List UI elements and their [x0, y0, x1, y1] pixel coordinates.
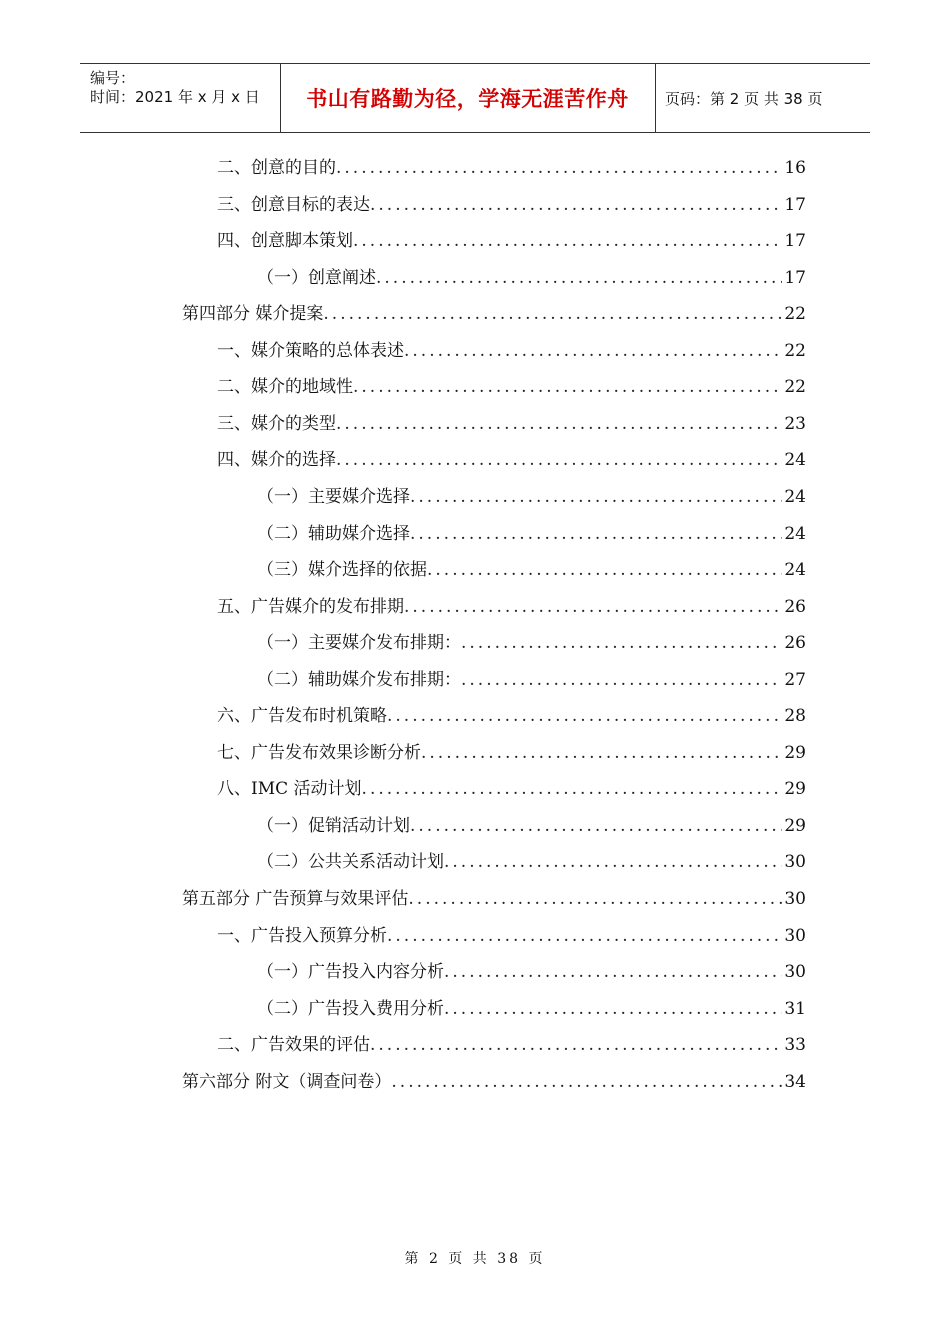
toc-entry[interactable] [217, 406, 806, 442]
toc-entry-page: 17 [784, 231, 806, 252]
document-number-label: 编号： [90, 69, 136, 87]
toc-leader-dots [410, 479, 782, 515]
toc-leader-dots [404, 333, 782, 369]
toc-entry-page: 17 [784, 267, 806, 288]
toc-entry-title: 七、广告发布效果诊断分析 [217, 742, 421, 763]
toc-entry-title: 第六部分 附文（调查问卷） [182, 1071, 392, 1092]
toc-entry[interactable] [257, 552, 806, 588]
toc-leader-dots [336, 150, 782, 186]
toc-entry[interactable] [182, 296, 806, 332]
toc-leader-dots [408, 881, 782, 917]
toc-leader-dots [410, 808, 782, 844]
toc-entry-title: （一）主要媒介选择 [257, 486, 410, 507]
toc-entry-page: 22 [784, 304, 806, 325]
toc-leader-dots [421, 735, 782, 771]
toc-entry[interactable] [257, 516, 806, 552]
toc-entry-page: 29 [784, 815, 806, 836]
toc-entry[interactable] [217, 442, 806, 478]
toc-entry[interactable] [182, 1064, 806, 1100]
toc-entry-page: 23 [784, 413, 806, 434]
toc-entry[interactable] [217, 771, 806, 807]
toc-entry-title: （二）广告投入费用分析 [257, 998, 444, 1019]
toc-leader-dots [323, 296, 782, 332]
toc-entry[interactable] [217, 187, 806, 223]
toc-leader-dots [336, 442, 782, 478]
toc-entry-page: 22 [784, 340, 806, 361]
toc-leader-dots [404, 589, 782, 625]
toc-entry-page: 33 [784, 1035, 806, 1056]
toc-entry-title: （二）辅助媒介选择 [257, 523, 410, 544]
toc-entry[interactable] [217, 369, 806, 405]
page-footer: 第 2 页 共 38 页 [404, 1251, 546, 1267]
toc-entry[interactable] [217, 918, 806, 954]
toc-entry-title: 六、广告发布时机策略 [217, 706, 387, 727]
toc-entry-page: 34 [784, 1071, 806, 1092]
toc-entry[interactable] [217, 589, 806, 625]
toc-entry[interactable] [257, 625, 806, 661]
toc-leader-dots [370, 187, 782, 223]
toc-entry[interactable] [257, 991, 806, 1027]
toc-leader-dots [444, 954, 782, 990]
toc-leader-dots [336, 406, 782, 442]
page-header [80, 63, 870, 133]
toc-entry[interactable] [257, 260, 806, 296]
toc-entry[interactable] [257, 808, 806, 844]
toc-entry-title: 二、媒介的地域性 [217, 377, 353, 398]
toc-entry-page: 27 [784, 669, 806, 690]
toc-entry-title: （一）广告投入内容分析 [257, 962, 444, 983]
toc-leader-dots [387, 918, 782, 954]
toc-entry-title: 八、IMC 活动计划 [217, 779, 362, 800]
toc-entry[interactable] [182, 881, 806, 917]
toc-leader-dots [376, 260, 782, 296]
toc-entry[interactable] [217, 223, 806, 259]
toc-entry-page: 22 [784, 377, 806, 398]
toc-entry-title: （一）促销活动计划 [257, 815, 410, 836]
header-divider-right [655, 64, 656, 132]
header-meta [80, 64, 280, 132]
toc-entry-page: 16 [784, 158, 806, 178]
toc-leader-dots [410, 516, 782, 552]
toc-leader-dots [444, 991, 782, 1027]
toc-leader-dots [444, 844, 782, 880]
toc-entry-page: 30 [784, 925, 806, 946]
toc-entry-page: 30 [784, 889, 806, 909]
toc-entry-title: 四、创意脚本策划 [217, 231, 353, 252]
toc-entry-page: 26 [784, 633, 806, 654]
toc-entry-title: （一）主要媒介发布排期： [257, 633, 461, 654]
toc-entry-title: 三、媒介的类型 [217, 413, 336, 434]
toc-entry[interactable] [257, 479, 806, 515]
toc-entry-page: 31 [784, 998, 806, 1019]
toc-leader-dots [391, 1064, 782, 1100]
toc-entry-title: 一、广告投入预算分析 [217, 925, 387, 946]
header-motto: 书山有路勤为径，学海无涯苦作舟 [306, 87, 629, 111]
document-date-label: 时间：2021 年 x 月 x 日 [90, 88, 260, 106]
toc-leader-dots [427, 552, 782, 588]
toc-entry[interactable] [217, 698, 806, 734]
toc-entry[interactable] [257, 662, 806, 698]
toc-leader-dots [461, 662, 782, 698]
toc-leader-dots [353, 223, 782, 259]
toc-leader-dots [461, 625, 782, 661]
toc-entry-title: 第四部分 媒介提案 [182, 304, 324, 325]
header-page-info: 页码：第 2 页 共 38 页 [665, 89, 823, 108]
toc-entry-page: 29 [784, 779, 806, 800]
toc-entry-page: 28 [784, 706, 806, 727]
toc-leader-dots [362, 771, 783, 807]
toc-entry-title: 第五部分 广告预算与效果评估 [182, 889, 409, 909]
toc-entry-title: （二）公共关系活动计划 [257, 852, 444, 873]
toc-entry-page: 24 [784, 523, 806, 544]
toc-entry-page: 26 [784, 596, 806, 617]
toc-entry-page: 24 [784, 450, 806, 471]
toc-entry[interactable] [217, 1027, 806, 1063]
toc-entry-page: 24 [784, 486, 806, 507]
toc-entry-page: 30 [784, 962, 806, 983]
toc-entry-title: （一）创意阐述 [257, 267, 376, 288]
toc-entry[interactable] [217, 735, 806, 771]
toc-entry[interactable] [217, 333, 806, 369]
toc-entry[interactable] [257, 954, 806, 990]
toc-leader-dots [353, 369, 782, 405]
toc-entry-page: 30 [784, 852, 806, 873]
toc-leader-dots [387, 698, 782, 734]
toc-entry-title: 五、广告媒介的发布排期 [217, 596, 404, 617]
toc-entry-title: 四、媒介的选择 [217, 450, 336, 471]
toc-entry-page: 29 [784, 742, 806, 763]
toc-entry-title: 三、创意目标的表达 [217, 194, 370, 215]
toc-entry-page: 24 [784, 560, 806, 581]
toc-entry-title: （三）媒介选择的依据 [257, 560, 427, 581]
toc-entry-title: 二、广告效果的评估 [217, 1035, 370, 1056]
toc-entry-title: 一、媒介策略的总体表述 [217, 340, 404, 361]
toc-entry[interactable] [257, 844, 806, 880]
toc-entry-page: 17 [784, 194, 806, 215]
toc-leader-dots [370, 1027, 782, 1063]
toc-entry[interactable] [217, 150, 806, 186]
toc-entry-title: 二、创意的目的 [217, 158, 336, 178]
toc-entry-title: （二）辅助媒介发布排期： [257, 669, 461, 690]
